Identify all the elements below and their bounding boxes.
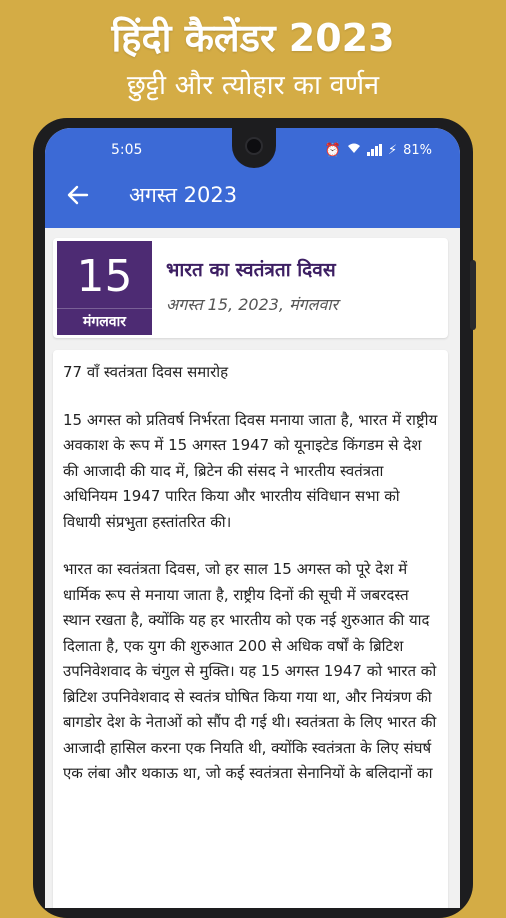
battery-icon: ⚡ bbox=[387, 142, 398, 158]
date-day: 15 bbox=[76, 251, 133, 302]
status-time: 5:05 bbox=[111, 142, 143, 158]
event-title: भारत का स्वतंत्रता दिवस bbox=[166, 259, 336, 281]
event-date: अगस्त 15, 2023, मंगलवार bbox=[166, 295, 339, 314]
date-badge bbox=[57, 241, 152, 335]
header-title: अगस्त 2023 bbox=[129, 183, 238, 207]
phone-screen bbox=[45, 128, 460, 908]
battery-level: 81% bbox=[403, 142, 432, 158]
content-text bbox=[53, 350, 448, 787]
signal-icon bbox=[367, 144, 382, 156]
back-arrow-icon[interactable] bbox=[65, 182, 91, 208]
app-header bbox=[45, 128, 460, 228]
camera-notch bbox=[232, 128, 276, 168]
camera-icon bbox=[245, 137, 263, 155]
date-weekday: मंगलवार bbox=[57, 308, 152, 335]
wifi-icon bbox=[347, 142, 361, 158]
content-paragraph: भारत का स्वतंत्रता दिवस, जो हर साल 15 अगस्त को पूरे देश में धार्मिक रूप से मनाया जाता है, राष्ट्रीय दिनों की सूची में जबरदस्त स्थान रखता है, क्योंकि यह हर भारतीय को एक नई शुरुआत की याद दिलाता है, एक युग की शुरुआत 200 से अधिक वर्षों के ब्रिटिश उपनिवेशवाद के चंगुल से मुक्ति। यह 15 अगस्त 1947 को भारत को ब्रिटिश उपनिवेशवाद से स्वतंत्र घोषित किया गया था, और नियंत्रण की बागडोर देश के नेताओं को सौंप दी गई थी। स्वतंत्रता के लिए भारत की आजादी हासिल करना एक नियति थी, क्योंकि स्वतंत्रता के लिए संघर्ष एक लंबा और थकाऊ था, जो कई स्वतंत्रता सेनानियों के बलिदानों का bbox=[63, 560, 437, 782]
phone-side-button bbox=[470, 260, 476, 330]
promo-subtitle: छुट्टी और त्योहार का वर्णन bbox=[126, 70, 380, 101]
content-card bbox=[53, 350, 448, 908]
promo-title: हिंदी कैलेंडर 2023 bbox=[111, 16, 395, 60]
status-icons bbox=[325, 142, 432, 158]
event-card bbox=[53, 238, 448, 338]
content-paragraph: 15 अगस्त को प्रतिवर्ष निर्भरता दिवस मनाया जाता है, भारत में राष्ट्रीय अवकाश के रूप में 15 अगस्त 1947 को यूनाइटेड किंगडम से देश की आजादी की याद में, ब्रिटेन की संसद ने भारतीय स्वतंत्रता अधिनियम 1947 पारित किया और भारतीय संविधान सभा को विधायी संप्रभुता हस्तांतरित की। bbox=[63, 410, 438, 531]
alarm-icon: ⏰ bbox=[324, 142, 341, 158]
content-heading: 77 वाँ स्वतंत्रता दिवस समारोह bbox=[63, 363, 229, 381]
